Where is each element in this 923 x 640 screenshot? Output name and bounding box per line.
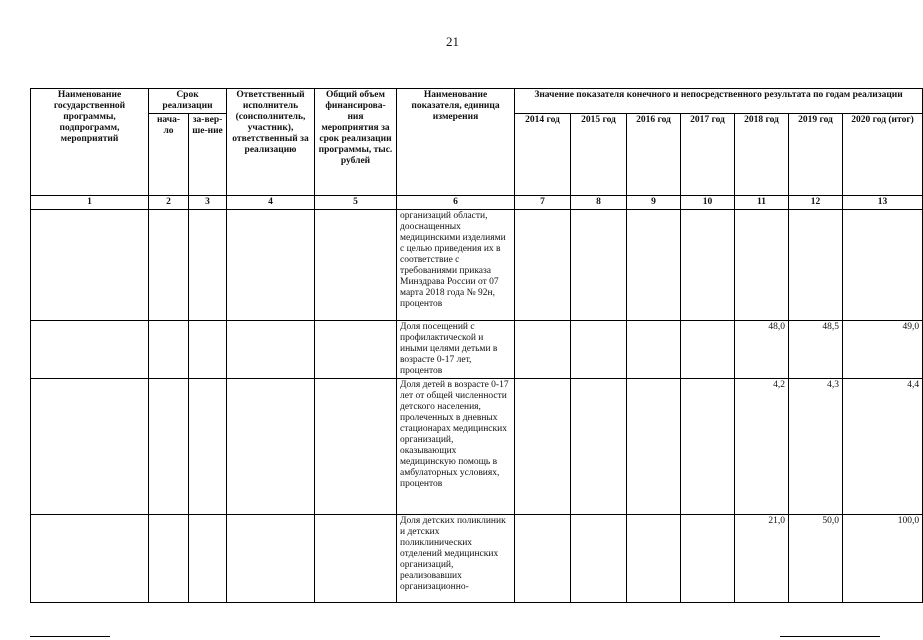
header-funding: Общий объем финансирова-ния мероприятия за срок реализации программы, тыс. рублей (315, 89, 397, 196)
responsible-cell (227, 515, 315, 603)
value-2016 (627, 379, 681, 515)
indicator-cell: Доля детских поликлиник и детских поликлинических отделений медицинских организаций, реализовавших организационно- (397, 515, 515, 603)
program-cell (31, 379, 149, 515)
value-2019: 4,3 (789, 379, 843, 515)
value-2020: 4,4 (843, 379, 923, 515)
value-2020: 100,0 (843, 515, 923, 603)
start-cell (149, 515, 189, 603)
col-number: 9 (627, 196, 681, 210)
value-2016 (627, 210, 681, 321)
value-2016 (627, 321, 681, 379)
value-2019: 50,0 (789, 515, 843, 603)
table-row (31, 379, 923, 515)
funding-cell (315, 321, 397, 379)
col-number: 4 (227, 196, 315, 210)
value-2015 (571, 210, 627, 321)
column-numbers-row (31, 196, 923, 210)
value-2020: 49,0 (843, 321, 923, 379)
header-program-name: Наименование государственной программы, подпрограмм, мероприятий (31, 89, 149, 196)
col-number: 8 (571, 196, 627, 210)
value-2014 (515, 379, 571, 515)
col-number: 13 (843, 196, 923, 210)
responsible-cell (227, 321, 315, 379)
table-row (31, 321, 923, 379)
footer-rule-left (30, 636, 110, 637)
header-year-2018: 2018 год (735, 114, 789, 196)
value-2015 (571, 515, 627, 603)
header-years-group: Значение показателя конечного и непосредственного результата по годам реализации (515, 89, 923, 114)
page-number: 21 (446, 34, 459, 49)
table-row (31, 515, 923, 603)
col-number: 10 (681, 196, 735, 210)
value-2017 (681, 210, 735, 321)
value-2014 (515, 321, 571, 379)
col-number: 5 (315, 196, 397, 210)
table-row (31, 210, 923, 321)
value-2018: 21,0 (735, 515, 789, 603)
col-number: 11 (735, 196, 789, 210)
col-number: 2 (149, 196, 189, 210)
header-year-2020: 2020 год (итог) (843, 114, 923, 196)
start-cell (149, 210, 189, 321)
header-year-2019: 2019 год (789, 114, 843, 196)
value-2020 (843, 210, 923, 321)
header-start: нача-ло (149, 114, 189, 196)
header-year-2017: 2017 год (681, 114, 735, 196)
funding-cell (315, 210, 397, 321)
start-cell (149, 321, 189, 379)
footer-rule-right (780, 636, 880, 637)
value-2018: 48,0 (735, 321, 789, 379)
col-number: 1 (31, 196, 149, 210)
header-period: Срок реализации (149, 89, 227, 114)
program-cell (31, 515, 149, 603)
header-year-2015: 2015 год (571, 114, 627, 196)
value-2016 (627, 515, 681, 603)
col-number: 12 (789, 196, 843, 210)
end-cell (189, 379, 227, 515)
responsible-cell (227, 210, 315, 321)
value-2017 (681, 379, 735, 515)
header-indicator: Наименование показателя, единица измерения (397, 89, 515, 196)
header-year-2016: 2016 год (627, 114, 681, 196)
indicator-cell: Доля посещений с профилактической и иными целями детьми в возрасте 0-17 лет, процентов (397, 321, 515, 379)
responsible-cell (227, 379, 315, 515)
header-responsible: Ответственный исполнитель (соисполнитель, участник), ответственный за реализацию (227, 89, 315, 196)
funding-cell (315, 515, 397, 603)
funding-cell (315, 379, 397, 515)
header-year-2014: 2014 год (515, 114, 571, 196)
col-number: 6 (397, 196, 515, 210)
value-2019: 48,5 (789, 321, 843, 379)
value-2017 (681, 321, 735, 379)
program-cell (31, 210, 149, 321)
value-2019 (789, 210, 843, 321)
indicators-table (30, 88, 923, 603)
col-number: 7 (515, 196, 571, 210)
indicator-cell: Доля детей в возрасте 0-17 лет от общей численности детского населения, пролеченных в дневных стационарах медицинских организаций, оказывающих медицинскую помощь в амбулаторных условиях, процентов (397, 379, 515, 515)
value-2014 (515, 515, 571, 603)
col-number: 3 (189, 196, 227, 210)
value-2018 (735, 210, 789, 321)
end-cell (189, 515, 227, 603)
value-2015 (571, 321, 627, 379)
header-end: за-вер-ше-ние (189, 114, 227, 196)
value-2014 (515, 210, 571, 321)
end-cell (189, 210, 227, 321)
indicator-cell: организаций области, дооснащенных медицинскими изделиями с целью приведения их в соответствие с требованиями приказа Минздрава России от 07 марта 2018 года № 92н, процентов (397, 210, 515, 321)
header-row-1 (31, 89, 923, 114)
end-cell (189, 321, 227, 379)
program-cell (31, 321, 149, 379)
start-cell (149, 379, 189, 515)
value-2017 (681, 515, 735, 603)
value-2015 (571, 379, 627, 515)
value-2018: 4,2 (735, 379, 789, 515)
